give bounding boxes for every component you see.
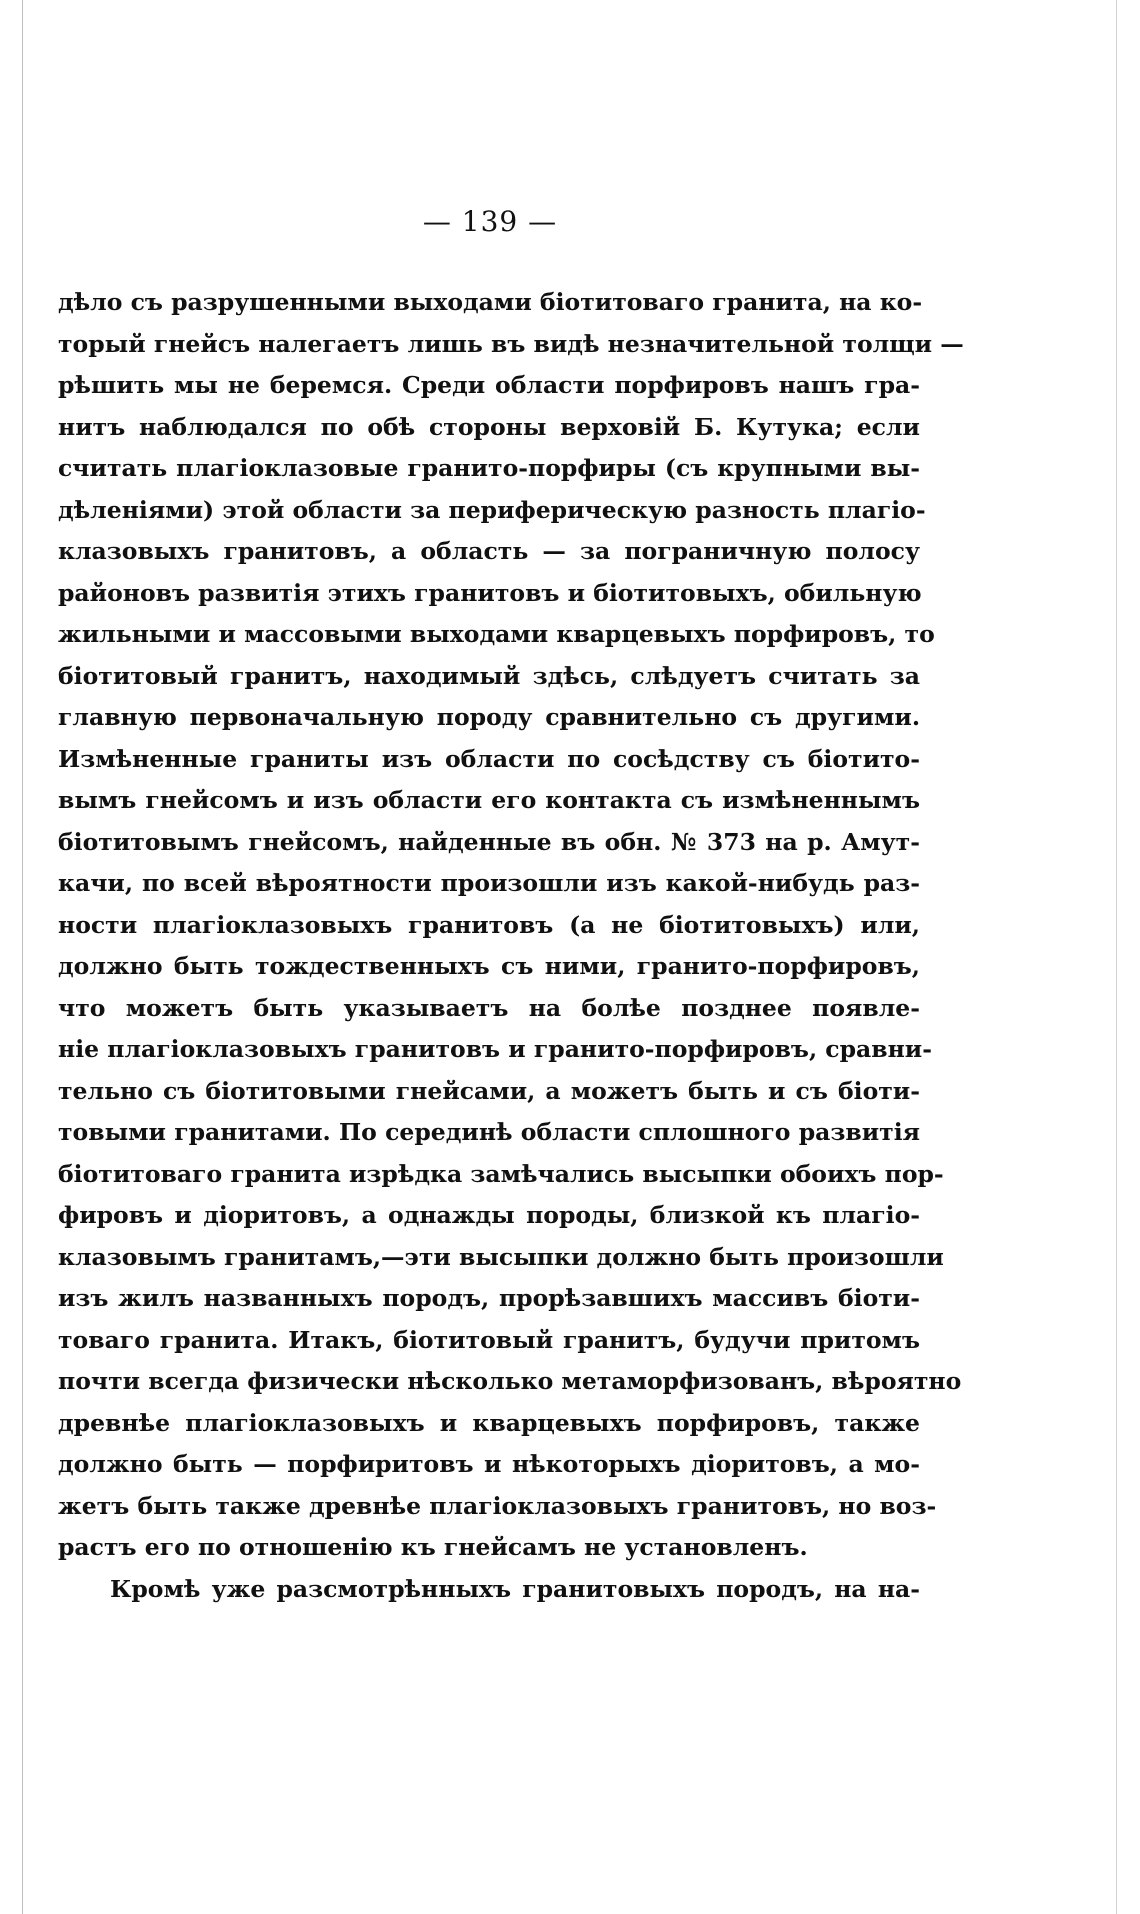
text-line: вымъ гнейсомъ и изъ области его контакта съ измѣненнымъ <box>58 786 920 814</box>
text-line: ніе плагіоклазовыхъ гранитовъ и гранито-порфировъ, сравни- <box>58 1035 932 1063</box>
text-line: товыми гранитами. По серединѣ области сплошного развитія <box>58 1118 920 1146</box>
text-line: тельно съ біотитовыми гнейсами, а можетъ быть и съ біоти- <box>58 1076 920 1105</box>
text-line: нитъ наблюдался по обѣ стороны верховій Б. Кутука; если <box>58 412 920 441</box>
scan-edge-left <box>22 0 23 1914</box>
text-line: должно быть — порфиритовъ и нѣкоторыхъ діоритовъ, а мо- <box>58 1450 920 1478</box>
text-line: древнѣе плагіоклазовыхъ и кварцевыхъ порфировъ, также <box>58 1408 920 1437</box>
text-line: біотитовымъ гнейсомъ, найденные въ обн. № 373 на р. Амут- <box>58 827 920 856</box>
text-line: біотитовый гранитъ, находимый здѣсь, слѣдуетъ считать за <box>58 661 920 690</box>
text-line: Измѣненные граниты изъ области по сосѣдству съ біотито- <box>58 744 920 773</box>
text-line: жетъ быть также древнѣе плагіоклазовыхъ гранитовъ, но воз- <box>58 1491 937 1520</box>
text-line: ности плагіоклазовыхъ гранитовъ (а не біотитовыхъ) или, <box>58 910 920 939</box>
text-line: дѣло съ разрушенными выходами біотитоваго гранита, на ко- <box>58 288 923 316</box>
text-line: клазовыхъ гранитовъ, а область — за пограничную полосу <box>58 537 920 565</box>
scan-edge-right <box>1116 0 1117 1914</box>
text-line: должно быть тождественныхъ съ ними, гранито-порфировъ, <box>58 952 920 980</box>
text-line: жильными и массовыми выходами кварцевыхъ порфировъ, то <box>58 620 935 648</box>
text-line: районовъ развитія этихъ гранитовъ и біотитовыхъ, обильную <box>58 578 922 607</box>
text-line: біотитоваго гранита изрѣдка замѣчались высыпки обоихъ пор- <box>58 1159 944 1188</box>
text-line: качи, по всей вѣроятности произошли изъ какой-нибудь раз- <box>58 869 920 897</box>
page-number: — 139 — <box>422 205 558 238</box>
text-line: изъ жилъ названныхъ породъ, прорѣзавшихъ массивъ біоти- <box>58 1284 920 1312</box>
text-line: что можетъ быть указываетъ на болѣе позднее появле- <box>58 993 920 1022</box>
text-line: главную первоначальную породу сравнительно съ другими. <box>58 703 920 731</box>
text-line: считать плагіоклазовые гранито-порфиры (съ крупными вы- <box>58 454 920 482</box>
text-line: рѣшить мы не беремся. Среди области порфировъ нашъ гра- <box>58 371 920 399</box>
text-line: почти всегда физически нѣсколько метаморфизованъ, вѣроятно <box>58 1367 962 1395</box>
paragraph-start-line: Кромѣ уже разсмотрѣнныхъ гранитовыхъ породъ, на на- <box>110 1574 920 1603</box>
text-line: клазовымъ гранитамъ,—эти высыпки должно быть произошли <box>58 1242 944 1271</box>
text-line: фировъ и діоритовъ, а однажды породы, близкой къ плагіо- <box>58 1201 920 1229</box>
body-text <box>58 282 964 1610</box>
text-line: товаго гранита. Итакъ, біотитовый гранитъ, будучи притомъ <box>58 1325 920 1354</box>
text-line: дѣленіями) этой области за периферическую разность плагіо- <box>58 495 926 524</box>
text-line: торый гнейсъ налегаетъ лишь въ видѣ незначительной толщи — <box>58 329 964 358</box>
paragraph-end-line: растъ его по отношенію къ гнейсамъ не установленъ. <box>58 1533 808 1561</box>
